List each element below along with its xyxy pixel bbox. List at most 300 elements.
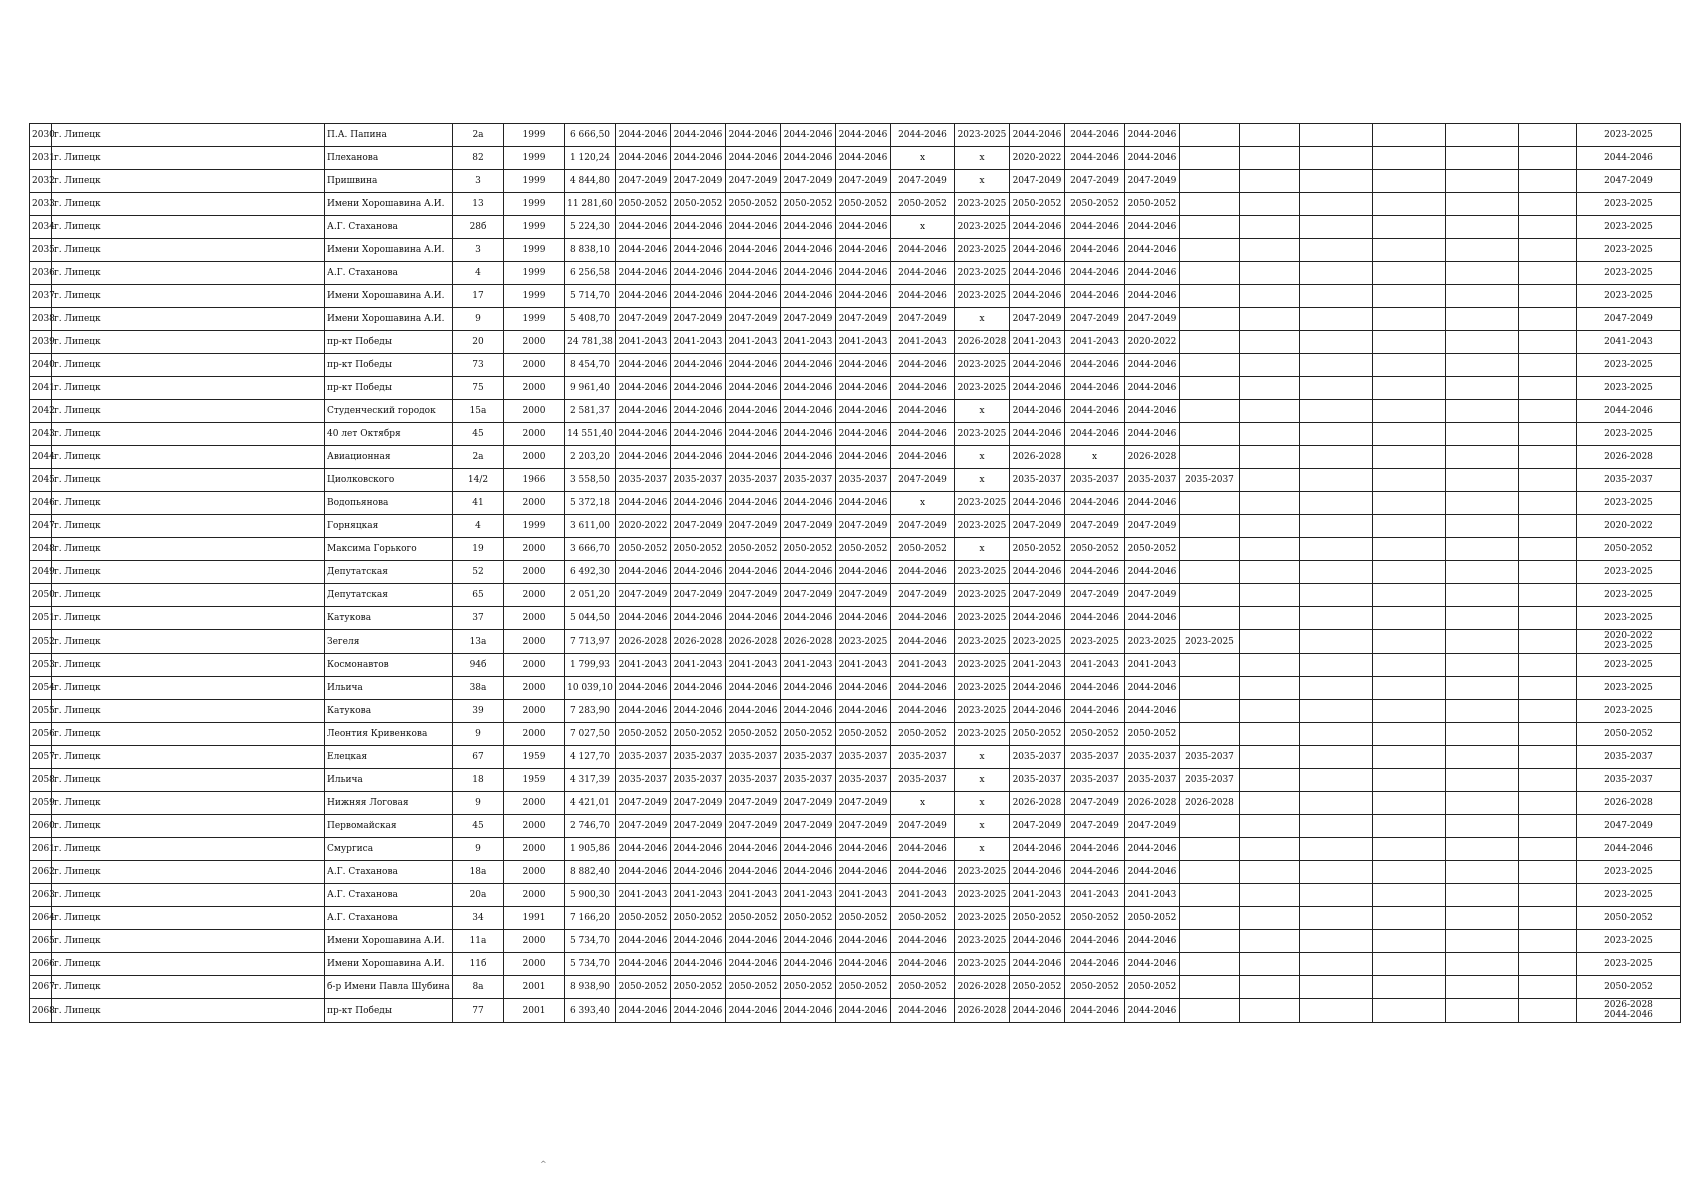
cell-year: 1999	[504, 515, 565, 538]
cell-area: 3 666,70	[565, 538, 616, 561]
cell-year: 2000	[504, 838, 565, 861]
cell-area: 14 551,40	[565, 423, 616, 446]
cell-period-5: 2044-2046	[836, 285, 891, 308]
cell-period-6: x	[891, 792, 955, 815]
cell-period-9: 2050-2052	[1065, 538, 1125, 561]
cell-period-16	[1519, 607, 1577, 630]
cell-period-10: 2050-2052	[1125, 538, 1180, 561]
cell-period-1: 2050-2052	[616, 907, 671, 930]
cell-street: А.Г. Стаханова	[325, 907, 453, 930]
cell-period-16	[1519, 492, 1577, 515]
cell-period-13	[1300, 147, 1373, 170]
cell-period-8: 2044-2046	[1010, 930, 1065, 953]
cell-period-13	[1300, 815, 1373, 838]
cell-period-4: 2044-2046	[781, 561, 836, 584]
cell-area: 3 558,50	[565, 469, 616, 492]
cell-house-number: 4	[453, 262, 504, 285]
cell-period-6: x	[891, 492, 955, 515]
cell-period-15	[1446, 815, 1519, 838]
cell-period-6: 2047-2049	[891, 469, 955, 492]
cell-period-3: 2044-2046	[726, 930, 781, 953]
cell-period-14	[1373, 861, 1446, 884]
cell-period-8: 2044-2046	[1010, 400, 1065, 423]
cell-final-period: 2026-2028	[1577, 446, 1681, 469]
cell-period-15	[1446, 423, 1519, 446]
cell-period-1: 2050-2052	[616, 723, 671, 746]
cell-period-15	[1446, 792, 1519, 815]
cell-period-11	[1180, 700, 1240, 723]
cell-row-number: 2053	[30, 654, 52, 677]
cell-area: 1 905,86	[565, 838, 616, 861]
cell-year: 1966	[504, 469, 565, 492]
cell-period-4: 2050-2052	[781, 538, 836, 561]
cell-period-5: 2044-2046	[836, 124, 891, 147]
cell-period-11	[1180, 999, 1240, 1023]
cell-period-1: 2035-2037	[616, 469, 671, 492]
cell-area: 7 166,20	[565, 907, 616, 930]
cell-period-13	[1300, 400, 1373, 423]
cell-area: 4 127,70	[565, 746, 616, 769]
cell-period-14	[1373, 193, 1446, 216]
cell-final-period: 2044-2046	[1577, 147, 1681, 170]
cell-period-8: 2044-2046	[1010, 262, 1065, 285]
cell-period-12	[1240, 262, 1300, 285]
cell-city: г. Липецк	[52, 999, 325, 1023]
cell-period-14	[1373, 285, 1446, 308]
cell-period-14	[1373, 147, 1446, 170]
cell-year: 1999	[504, 124, 565, 147]
cell-year: 1999	[504, 262, 565, 285]
cell-period-15	[1446, 400, 1519, 423]
cell-period-16	[1519, 930, 1577, 953]
cell-period-4: 2044-2046	[781, 861, 836, 884]
cell-house-number: 2а	[453, 124, 504, 147]
cell-period-10: 2047-2049	[1125, 815, 1180, 838]
cell-period-14	[1373, 654, 1446, 677]
cell-city: г. Липецк	[52, 584, 325, 607]
cell-final-period: 2026-2028	[1577, 792, 1681, 815]
cell-period-7: x	[955, 746, 1010, 769]
cell-period-5: 2047-2049	[836, 792, 891, 815]
cell-period-2: 2044-2046	[671, 999, 726, 1023]
cell-house-number: 34	[453, 907, 504, 930]
cell-period-4: 2035-2037	[781, 469, 836, 492]
cell-period-14	[1373, 700, 1446, 723]
cell-period-7: 2023-2025	[955, 884, 1010, 907]
cell-period-3: 2044-2046	[726, 677, 781, 700]
cell-period-3: 2050-2052	[726, 193, 781, 216]
cell-period-6: 2044-2046	[891, 400, 955, 423]
cell-period-7: x	[955, 446, 1010, 469]
cell-period-16	[1519, 815, 1577, 838]
cell-period-14	[1373, 677, 1446, 700]
cell-area: 5 044,50	[565, 607, 616, 630]
cell-street: Имени Хорошавина А.И.	[325, 285, 453, 308]
cell-period-2: 2044-2046	[671, 561, 726, 584]
cell-period-16	[1519, 746, 1577, 769]
cell-period-15	[1446, 677, 1519, 700]
cell-city: г. Липецк	[52, 907, 325, 930]
cell-period-2: 2044-2046	[671, 861, 726, 884]
cell-final-period: 2023-2025	[1577, 677, 1681, 700]
cell-period-15	[1446, 354, 1519, 377]
cell-period-16	[1519, 584, 1577, 607]
cell-street: А.Г. Стаханова	[325, 861, 453, 884]
cell-final-period: 2047-2049	[1577, 170, 1681, 193]
cell-period-3: 2044-2046	[726, 285, 781, 308]
cell-period-13	[1300, 630, 1373, 654]
cell-period-3: 2035-2037	[726, 469, 781, 492]
cell-row-number: 2034	[30, 216, 52, 239]
cell-row-number: 2037	[30, 285, 52, 308]
cell-period-9: x	[1065, 446, 1125, 469]
cell-year: 2000	[504, 723, 565, 746]
cell-period-8: 2044-2046	[1010, 953, 1065, 976]
cell-period-5: 2047-2049	[836, 815, 891, 838]
cell-period-1: 2044-2046	[616, 999, 671, 1023]
cell-period-14	[1373, 999, 1446, 1023]
cell-street: Смургиса	[325, 838, 453, 861]
cell-period-9: 2047-2049	[1065, 584, 1125, 607]
cell-period-10: 2044-2046	[1125, 377, 1180, 400]
cell-period-9: 2047-2049	[1065, 515, 1125, 538]
table-row	[30, 446, 1681, 469]
cell-period-2: 2044-2046	[671, 953, 726, 976]
cell-period-8: 2044-2046	[1010, 700, 1065, 723]
cell-street: Катукова	[325, 607, 453, 630]
cell-period-15	[1446, 239, 1519, 262]
cell-period-12	[1240, 953, 1300, 976]
cell-period-6: 2035-2037	[891, 746, 955, 769]
cell-period-15	[1446, 308, 1519, 331]
cell-period-9: 2044-2046	[1065, 354, 1125, 377]
cell-period-1: 2044-2046	[616, 239, 671, 262]
table-row	[30, 170, 1681, 193]
cell-period-13	[1300, 285, 1373, 308]
cell-period-16	[1519, 147, 1577, 170]
cell-period-7: x	[955, 838, 1010, 861]
cell-row-number: 2058	[30, 769, 52, 792]
cell-final-period: 2050-2052	[1577, 538, 1681, 561]
cell-house-number: 17	[453, 285, 504, 308]
cell-period-12	[1240, 930, 1300, 953]
cell-period-4: 2044-2046	[781, 446, 836, 469]
cell-city: г. Липецк	[52, 884, 325, 907]
cell-period-10: 2044-2046	[1125, 492, 1180, 515]
cell-area: 2 746,70	[565, 815, 616, 838]
cell-period-9: 2044-2046	[1065, 492, 1125, 515]
cell-period-5: 2050-2052	[836, 723, 891, 746]
cell-period-15	[1446, 884, 1519, 907]
cell-period-5: 2050-2052	[836, 193, 891, 216]
cell-row-number: 2050	[30, 584, 52, 607]
cell-period-14	[1373, 423, 1446, 446]
cell-street: Водопьянова	[325, 492, 453, 515]
cell-period-2: 2047-2049	[671, 815, 726, 838]
cell-year: 1999	[504, 193, 565, 216]
cell-period-7: x	[955, 538, 1010, 561]
cell-period-4: 2044-2046	[781, 216, 836, 239]
cell-period-14	[1373, 769, 1446, 792]
cell-house-number: 75	[453, 377, 504, 400]
cell-period-2: 2047-2049	[671, 170, 726, 193]
cell-period-7: x	[955, 170, 1010, 193]
table-row	[30, 561, 1681, 584]
cell-row-number: 2039	[30, 331, 52, 354]
cell-period-16	[1519, 239, 1577, 262]
cell-period-1: 2041-2043	[616, 884, 671, 907]
cell-period-5: 2044-2046	[836, 930, 891, 953]
table-row	[30, 953, 1681, 976]
cell-period-11	[1180, 423, 1240, 446]
cell-city: г. Липецк	[52, 285, 325, 308]
cell-period-11: 2035-2037	[1180, 469, 1240, 492]
cell-period-1: 2041-2043	[616, 654, 671, 677]
cell-period-7: 2023-2025	[955, 654, 1010, 677]
cell-final-period: 2035-2037	[1577, 469, 1681, 492]
cell-period-12	[1240, 124, 1300, 147]
cell-final-period: 2023-2025	[1577, 354, 1681, 377]
cell-street: П.А. Папина	[325, 124, 453, 147]
cell-period-4: 2044-2046	[781, 838, 836, 861]
cell-final-period: 2023-2025	[1577, 930, 1681, 953]
cell-period-9: 2044-2046	[1065, 147, 1125, 170]
cell-period-13	[1300, 216, 1373, 239]
cell-period-11	[1180, 308, 1240, 331]
table-row	[30, 746, 1681, 769]
cell-period-2: 2047-2049	[671, 308, 726, 331]
cell-period-7: 2023-2025	[955, 423, 1010, 446]
cell-period-16	[1519, 654, 1577, 677]
cell-period-3: 2044-2046	[726, 400, 781, 423]
cell-city: г. Липецк	[52, 239, 325, 262]
cell-period-16	[1519, 838, 1577, 861]
table-row	[30, 285, 1681, 308]
cell-period-13	[1300, 930, 1373, 953]
cell-city: г. Липецк	[52, 400, 325, 423]
cell-period-15	[1446, 769, 1519, 792]
cell-period-4: 2041-2043	[781, 884, 836, 907]
cell-period-6: 2047-2049	[891, 515, 955, 538]
cell-period-1: 2047-2049	[616, 792, 671, 815]
cell-period-7: 2023-2025	[955, 630, 1010, 654]
cell-period-4: 2041-2043	[781, 654, 836, 677]
cell-period-14	[1373, 170, 1446, 193]
cell-period-13	[1300, 838, 1373, 861]
cell-period-4: 2047-2049	[781, 515, 836, 538]
cell-final-period: 2026-2028 2044-2046	[1577, 999, 1681, 1023]
cell-row-number: 2061	[30, 838, 52, 861]
cell-period-1: 2044-2046	[616, 492, 671, 515]
cell-period-13	[1300, 976, 1373, 999]
cell-period-9: 2044-2046	[1065, 953, 1125, 976]
cell-period-8: 2044-2046	[1010, 124, 1065, 147]
cell-period-13	[1300, 746, 1373, 769]
table-row	[30, 976, 1681, 999]
cell-row-number: 2048	[30, 538, 52, 561]
cell-house-number: 20а	[453, 884, 504, 907]
cell-row-number: 2047	[30, 515, 52, 538]
cell-period-6: 2041-2043	[891, 331, 955, 354]
cell-period-6: 2044-2046	[891, 561, 955, 584]
cell-house-number: 45	[453, 423, 504, 446]
cell-period-5: 2044-2046	[836, 377, 891, 400]
cell-period-16	[1519, 630, 1577, 654]
cell-period-5: 2044-2046	[836, 561, 891, 584]
cell-period-5: 2044-2046	[836, 861, 891, 884]
cell-period-8: 2050-2052	[1010, 538, 1065, 561]
cell-house-number: 39	[453, 700, 504, 723]
cell-period-10: 2023-2025	[1125, 630, 1180, 654]
cell-period-11	[1180, 538, 1240, 561]
cell-period-8: 2035-2037	[1010, 746, 1065, 769]
cell-period-9: 2044-2046	[1065, 285, 1125, 308]
cell-period-11	[1180, 400, 1240, 423]
cell-period-12	[1240, 239, 1300, 262]
table-row	[30, 907, 1681, 930]
cell-period-7: 2023-2025	[955, 124, 1010, 147]
cell-period-11	[1180, 147, 1240, 170]
cell-final-period: 2023-2025	[1577, 654, 1681, 677]
page-mark: ^	[540, 1160, 547, 1169]
table-row	[30, 354, 1681, 377]
cell-period-2: 2047-2049	[671, 515, 726, 538]
cell-street: Имени Хорошавина А.И.	[325, 239, 453, 262]
cell-period-4: 2044-2046	[781, 147, 836, 170]
cell-period-3: 2044-2046	[726, 607, 781, 630]
cell-street: Первомайская	[325, 815, 453, 838]
cell-period-15	[1446, 216, 1519, 239]
table-row	[30, 838, 1681, 861]
cell-city: г. Липецк	[52, 147, 325, 170]
cell-period-12	[1240, 700, 1300, 723]
cell-period-7: 2023-2025	[955, 239, 1010, 262]
cell-period-16	[1519, 216, 1577, 239]
cell-period-11	[1180, 907, 1240, 930]
cell-period-6: 2050-2052	[891, 907, 955, 930]
cell-year: 2000	[504, 815, 565, 838]
cell-city: г. Липецк	[52, 124, 325, 147]
cell-period-14	[1373, 262, 1446, 285]
cell-period-15	[1446, 861, 1519, 884]
cell-city: г. Липецк	[52, 630, 325, 654]
cell-period-10: 2035-2037	[1125, 746, 1180, 769]
cell-period-6: 2044-2046	[891, 630, 955, 654]
cell-final-period: 2023-2025	[1577, 884, 1681, 907]
cell-period-4: 2044-2046	[781, 400, 836, 423]
cell-area: 10 039,10	[565, 677, 616, 700]
cell-house-number: 3	[453, 239, 504, 262]
cell-house-number: 9	[453, 838, 504, 861]
cell-city: г. Липецк	[52, 815, 325, 838]
cell-period-5: 2035-2037	[836, 746, 891, 769]
cell-period-9: 2044-2046	[1065, 930, 1125, 953]
cell-period-1: 2047-2049	[616, 170, 671, 193]
cell-row-number: 2063	[30, 884, 52, 907]
cell-street: Нижняя Логовая	[325, 792, 453, 815]
cell-period-16	[1519, 354, 1577, 377]
cell-period-1: 2050-2052	[616, 976, 671, 999]
cell-period-11: 2023-2025	[1180, 630, 1240, 654]
cell-period-2: 2044-2046	[671, 930, 726, 953]
cell-period-6: 2047-2049	[891, 815, 955, 838]
table-row	[30, 930, 1681, 953]
cell-period-15	[1446, 124, 1519, 147]
cell-year: 2000	[504, 423, 565, 446]
cell-period-9: 2047-2049	[1065, 792, 1125, 815]
table-row	[30, 884, 1681, 907]
cell-period-1: 2047-2049	[616, 815, 671, 838]
cell-period-2: 2035-2037	[671, 746, 726, 769]
cell-period-6: 2044-2046	[891, 354, 955, 377]
cell-year: 1999	[504, 239, 565, 262]
cell-period-8: 2020-2022	[1010, 147, 1065, 170]
cell-final-period: 2044-2046	[1577, 400, 1681, 423]
cell-year: 2000	[504, 930, 565, 953]
cell-period-4: 2047-2049	[781, 792, 836, 815]
cell-period-5: 2047-2049	[836, 584, 891, 607]
cell-period-10: 2047-2049	[1125, 584, 1180, 607]
cell-period-2: 2044-2046	[671, 354, 726, 377]
cell-period-7: x	[955, 400, 1010, 423]
cell-city: г. Липецк	[52, 700, 325, 723]
cell-period-6: 2044-2046	[891, 677, 955, 700]
cell-street: пр-кт Победы	[325, 377, 453, 400]
cell-period-4: 2044-2046	[781, 677, 836, 700]
cell-period-10: 2044-2046	[1125, 838, 1180, 861]
cell-period-3: 2050-2052	[726, 907, 781, 930]
cell-period-15	[1446, 377, 1519, 400]
cell-period-11	[1180, 561, 1240, 584]
cell-period-8: 2050-2052	[1010, 907, 1065, 930]
cell-house-number: 8а	[453, 976, 504, 999]
cell-period-6: 2044-2046	[891, 700, 955, 723]
cell-city: г. Липецк	[52, 377, 325, 400]
cell-year: 2000	[504, 354, 565, 377]
cell-period-6: 2044-2046	[891, 446, 955, 469]
cell-street: Имени Хорошавина А.И.	[325, 953, 453, 976]
cell-city: г. Липецк	[52, 538, 325, 561]
cell-period-5: 2044-2046	[836, 446, 891, 469]
cell-period-6: 2044-2046	[891, 930, 955, 953]
cell-final-period: 2023-2025	[1577, 239, 1681, 262]
cell-period-16	[1519, 700, 1577, 723]
cell-period-4: 2044-2046	[781, 700, 836, 723]
cell-year: 1999	[504, 285, 565, 308]
cell-period-9: 2047-2049	[1065, 308, 1125, 331]
cell-row-number: 2056	[30, 723, 52, 746]
cell-row-number: 2038	[30, 308, 52, 331]
cell-period-11	[1180, 354, 1240, 377]
cell-period-10: 2044-2046	[1125, 700, 1180, 723]
cell-period-16	[1519, 677, 1577, 700]
cell-period-10: 2044-2046	[1125, 999, 1180, 1023]
cell-period-2: 2044-2046	[671, 147, 726, 170]
cell-city: г. Липецк	[52, 354, 325, 377]
cell-period-2: 2044-2046	[671, 838, 726, 861]
cell-period-5: 2050-2052	[836, 538, 891, 561]
cell-period-15	[1446, 746, 1519, 769]
cell-period-10: 2044-2046	[1125, 861, 1180, 884]
cell-period-13	[1300, 170, 1373, 193]
cell-period-13	[1300, 907, 1373, 930]
cell-period-13	[1300, 861, 1373, 884]
cell-period-8: 2044-2046	[1010, 423, 1065, 446]
cell-period-1: 2044-2046	[616, 446, 671, 469]
cell-period-1: 2047-2049	[616, 308, 671, 331]
cell-period-8: 2026-2028	[1010, 792, 1065, 815]
cell-period-12	[1240, 769, 1300, 792]
